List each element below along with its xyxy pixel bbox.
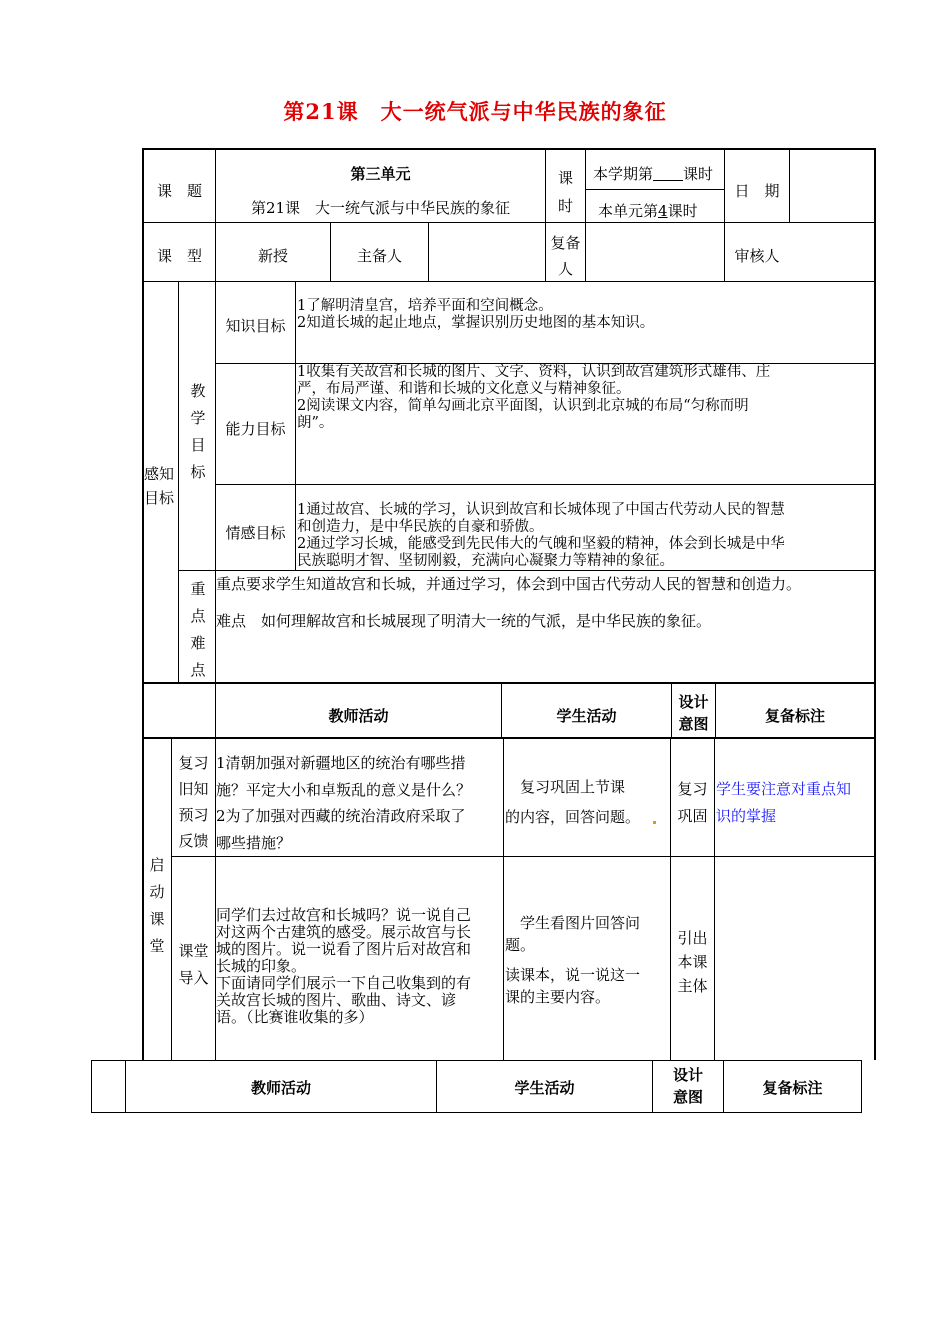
bottom-remarks-header: 复备标注 xyxy=(762,1079,823,1097)
teacher-activity-header: 教师活动 xyxy=(328,707,389,725)
review-teacher-text: 1清朝加强对新疆地区的统治有哪些措 施？平定大小和卓叛乱的意义是什么？ 2为了加强对西藏的统治清政府采取了 哪些措施？ xyxy=(216,754,472,852)
intro-design-text: 引出 本课 主体 xyxy=(677,929,708,995)
ability-goal-label: 能力目标 xyxy=(225,420,286,438)
intro-label: 课堂 导入 xyxy=(178,942,209,987)
page-title: 第21课 大一统气派与中华民族的象征 xyxy=(283,99,667,124)
bottom-student-activity-header: 学生活动 xyxy=(514,1079,575,1097)
intro-teacher-text: 同学们去过故宫和长城吗？说一说自己 对这两个古建筑的感受。展示故宫与长 城的图片。说一说看了图片后对故宫和 长城的印象。 下面请同学们展示一下自己收集到的有 关故宫长城的图片、歌曲、诗文、谚 语。（比赛谁收集的多） xyxy=(216,906,472,1026)
review-remark-text: 学生要注意对重点知 识的掌握 xyxy=(716,780,852,825)
hours-label-1: 课 xyxy=(557,169,573,187)
co-prep-label-1: 复备 xyxy=(550,234,581,252)
key-point-text: 重点要求学生知道故宫和长城，并通过学习，体会到中国古代劳动人民的智慧和创造力。 xyxy=(216,575,802,593)
type-label: 课 型 xyxy=(156,247,202,265)
bottom-design-intent-header: 设计 意图 xyxy=(672,1066,703,1106)
unit-title: 第三单元 xyxy=(350,165,411,183)
design-intent-header: 设计 意图 xyxy=(678,693,709,733)
topic-label: 课 题 xyxy=(156,182,202,200)
review-design-text: 复习 巩固 xyxy=(677,780,708,825)
intro-student-text: 学生看图片回答问 题。 读课本，说一说这一 课的主要内容。 xyxy=(505,914,641,1006)
term-hours: 本学期第 课时 xyxy=(593,165,714,183)
lesson-name: 第21课 大一统气派与中华民族的象征 xyxy=(250,199,511,217)
student-activity-header: 学生活动 xyxy=(556,707,617,725)
preparer-label: 主备人 xyxy=(356,247,402,265)
type-value: 新授 xyxy=(257,247,288,265)
key-points-label: 重 点 难 点 xyxy=(190,580,206,679)
teaching-goals-label: 教 学 目 标 xyxy=(190,382,206,481)
unit-hours: 本单元第4课时 xyxy=(598,202,698,220)
review-label: 复习 旧知 预习 反馈 xyxy=(178,754,209,850)
reviewer-label: 审核人 xyxy=(734,247,780,265)
term-hours-blank xyxy=(653,165,683,183)
knowledge-goal-text: 1了解明清皇宫，培养平面和空间概念。 2知道长城的起止地点，掌握识别历史地图的基本知识。 xyxy=(297,298,655,331)
emotion-goal-label: 情感目标 xyxy=(225,524,286,542)
bottom-teacher-activity-header: 教师活动 xyxy=(250,1079,311,1097)
emotion-goal-text: 1通过故宫、长城的学习，认识到故宫和长城体现了中国古代劳动人民的智慧 和创造力，是中华民族的自豪和骄傲。 2通过学习长城，能感受到先民伟大的气魄和坚毅的精神，体会到长城是中华 民族聪明才智、坚韧刚毅，充满向心凝聚力等精神的象征。 xyxy=(297,502,785,569)
date-label: 日 期 xyxy=(734,182,780,200)
co-prep-label-2: 人 xyxy=(557,260,573,278)
difficulty-text: 难点 如何理解故宫和长城展现了明清大一统的气派，是中华民族的象征。 xyxy=(216,612,712,630)
highlight-dot xyxy=(653,821,656,824)
review-student-text: 复习巩固上节课 的内容，回答问题。 xyxy=(505,778,641,826)
ability-goal-text: 1收集有关故宫和长城的图片、文字、资料，认识到故宫建筑形式雄伟、庄 严，布局严谨、和谐和长城的文化意义与精神象征。 2阅读课文内容，简单勾画北京平面图，认识到北京城的布局“匀称而明 朗”。 xyxy=(297,364,771,431)
start-class-label: 启 动 课 堂 xyxy=(149,856,165,955)
remarks-header: 复备标注 xyxy=(764,707,825,725)
knowledge-goal-label: 知识目标 xyxy=(225,317,286,335)
perception-goals-label: 感知 目标 xyxy=(144,465,175,507)
hours-label-2: 时 xyxy=(557,197,573,215)
